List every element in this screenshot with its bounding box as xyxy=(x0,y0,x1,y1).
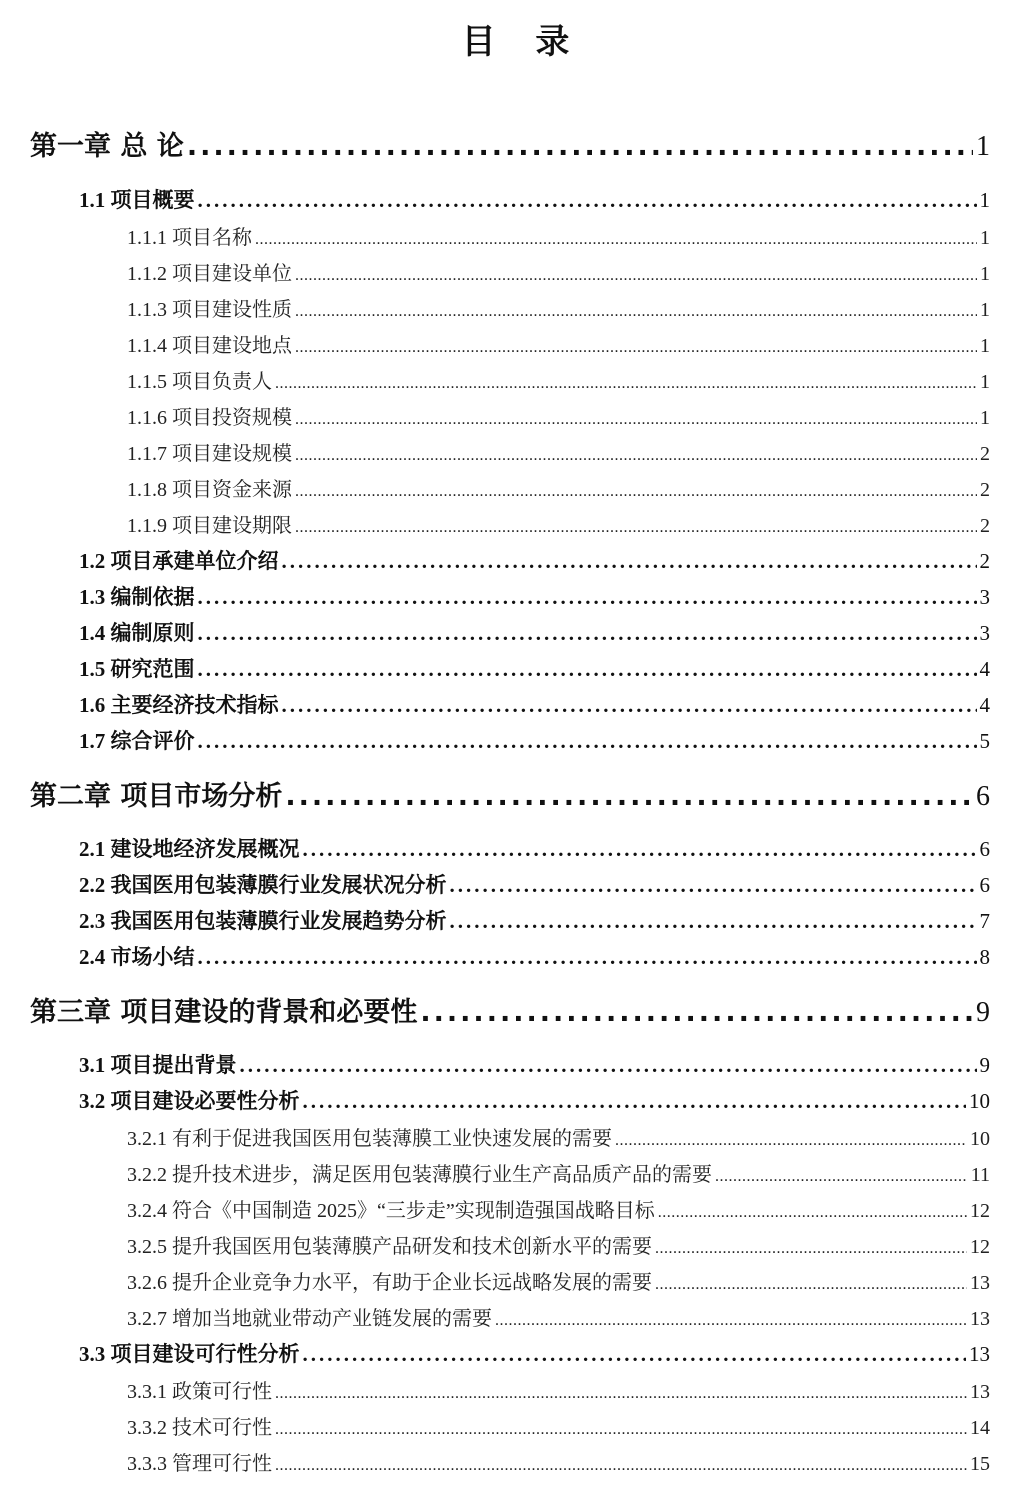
toc-entry-label: 3.2 项目建设必要性分析 xyxy=(79,1089,300,1113)
toc-section[interactable] xyxy=(79,1338,990,1368)
toc-page-number: 15 xyxy=(970,1453,990,1475)
dot-leader xyxy=(295,483,977,501)
toc-section[interactable] xyxy=(79,905,990,935)
toc-entry-label: 3.2.2 提升技术进步，满足医用包装薄膜行业生产高品质产品的需要 xyxy=(127,1164,712,1186)
toc-section[interactable] xyxy=(79,617,990,647)
toc-entry-label: 3.3.3 管理可行性 xyxy=(127,1453,272,1475)
toc-subsection[interactable] xyxy=(127,1194,990,1223)
toc-subsection[interactable] xyxy=(127,1122,990,1151)
toc-entry-label: 1.1.7 项目建设规模 xyxy=(127,443,292,465)
toc-page-number: 1 xyxy=(980,371,990,393)
dot-leader xyxy=(615,1132,967,1150)
toc-subsection[interactable] xyxy=(127,329,990,358)
toc-entry-label: 2.4 市场小结 xyxy=(79,945,195,969)
toc-page-number: 11 xyxy=(970,1164,990,1186)
toc-page-number: 1 xyxy=(976,131,990,162)
toc-page-number: 10 xyxy=(969,1089,990,1113)
toc-entry-label: 3.1 项目提出背景 xyxy=(79,1053,237,1077)
dot-leader xyxy=(295,303,977,321)
dot-leader xyxy=(715,1168,968,1186)
toc-subsection[interactable] xyxy=(127,1411,990,1440)
toc-page-number: 12 xyxy=(970,1236,990,1258)
toc-page-number: 3 xyxy=(979,585,990,609)
toc-entry-label: 第二章 项目市场分析 xyxy=(30,781,283,812)
dot-leader xyxy=(655,1276,967,1294)
toc-page-number: 1 xyxy=(980,227,990,249)
dot-leader xyxy=(295,339,977,357)
toc-section[interactable] xyxy=(79,1085,990,1115)
toc-page-number: 8 xyxy=(979,945,990,969)
dot-leader xyxy=(198,188,977,213)
dot-leader xyxy=(198,585,977,610)
toc-entry-label: 1.1.8 项目资金来源 xyxy=(127,479,292,501)
page-title: 目 录 xyxy=(461,22,584,62)
toc-section[interactable] xyxy=(79,653,990,683)
toc-subsection[interactable] xyxy=(127,401,990,430)
toc-page-number: 5 xyxy=(979,729,990,753)
dot-leader xyxy=(198,657,977,682)
toc-page-number: 1 xyxy=(980,299,990,321)
toc-entry-label: 3.2.6 提升企业竞争力水平，有助于企业长远战略发展的需要 xyxy=(127,1272,652,1294)
toc-entry-label: 1.1.4 项目建设地点 xyxy=(127,335,292,357)
toc-subsection[interactable] xyxy=(127,1230,990,1259)
dot-leader xyxy=(303,1342,967,1367)
toc-entry-label: 1.1 项目概要 xyxy=(79,188,195,212)
toc-subsection[interactable] xyxy=(127,473,990,502)
toc-section[interactable] xyxy=(79,184,990,214)
toc-entry-label: 2.3 我国医用包装薄膜行业发展趋势分析 xyxy=(79,909,447,933)
dot-leader xyxy=(295,519,977,537)
dot-leader xyxy=(285,781,973,812)
toc-entry-label: 1.4 编制原则 xyxy=(79,621,195,645)
toc-entry-label: 3.2.4 符合《中国制造 2025》“三步走”实现制造强国战略目标 xyxy=(127,1200,655,1222)
toc-page-number: 2 xyxy=(980,443,990,465)
toc-subsection[interactable] xyxy=(127,1447,990,1476)
toc-chapter[interactable] xyxy=(30,774,990,813)
dot-leader xyxy=(295,447,977,465)
toc-page-number: 9 xyxy=(976,997,990,1028)
toc-entry-label: 3.2.7 增加当地就业带动产业链发展的需要 xyxy=(127,1308,492,1330)
dot-leader xyxy=(240,1053,977,1078)
toc-page-number: 13 xyxy=(970,1272,990,1294)
dot-leader xyxy=(303,1089,967,1114)
toc-entry-label: 第一章 总 论 xyxy=(30,131,184,162)
dot-leader xyxy=(275,1421,967,1439)
toc-page-number: 13 xyxy=(970,1381,990,1403)
toc-page-number: 7 xyxy=(979,909,990,933)
toc-page-number: 10 xyxy=(970,1128,990,1150)
dot-leader xyxy=(255,231,977,249)
toc-page-number: 6 xyxy=(979,873,990,897)
dot-leader xyxy=(275,1457,967,1475)
toc-page-number: 2 xyxy=(980,515,990,537)
toc-entry-label: 1.1.5 项目负责人 xyxy=(127,371,272,393)
dot-leader xyxy=(450,873,977,898)
toc-entry-label: 1.7 综合评价 xyxy=(79,729,195,753)
toc-subsection[interactable] xyxy=(127,293,990,322)
toc-subsection[interactable] xyxy=(127,509,990,538)
dot-leader xyxy=(187,131,973,162)
toc-section[interactable] xyxy=(79,941,990,971)
toc-page-number: 13 xyxy=(969,1342,990,1366)
toc-subsection[interactable] xyxy=(127,437,990,466)
dot-leader xyxy=(198,945,977,970)
toc-page-number: 6 xyxy=(979,837,990,861)
toc-entry-label: 1.1.2 项目建设单位 xyxy=(127,263,292,285)
toc-page-number: 4 xyxy=(979,693,990,717)
dot-leader xyxy=(655,1240,967,1258)
toc-entry-label: 3.2.1 有利于促进我国医用包装薄膜工业快速发展的需要 xyxy=(127,1128,612,1150)
toc-subsection[interactable] xyxy=(127,1302,990,1331)
dot-leader xyxy=(495,1312,967,1330)
toc-section[interactable] xyxy=(79,689,990,719)
dot-leader xyxy=(450,909,977,934)
toc-page-number: 1 xyxy=(980,335,990,357)
toc-section[interactable] xyxy=(79,545,990,575)
toc-entry-label: 1.1.1 项目名称 xyxy=(127,227,252,249)
toc-page-number: 12 xyxy=(970,1200,990,1222)
toc-subsection[interactable] xyxy=(127,257,990,286)
dot-leader xyxy=(295,267,977,285)
toc-entry-label: 1.3 编制依据 xyxy=(79,585,195,609)
toc-entry-label: 3.2.5 提升我国医用包装薄膜产品研发和技术创新水平的需要 xyxy=(127,1236,652,1258)
toc-entry-label: 1.1.9 项目建设期限 xyxy=(127,515,292,537)
dot-leader xyxy=(303,837,977,862)
dot-leader xyxy=(282,693,977,718)
toc-section[interactable] xyxy=(79,581,990,611)
toc-page-number: 1 xyxy=(980,263,990,285)
toc-subsection[interactable] xyxy=(127,1158,990,1187)
toc-entry-label: 第三章 项目建设的背景和必要性 xyxy=(30,997,418,1028)
toc-subsection[interactable] xyxy=(127,221,990,250)
dot-leader xyxy=(198,621,977,646)
toc-chapter[interactable] xyxy=(30,990,990,1029)
toc-page-number: 13 xyxy=(970,1308,990,1330)
toc-section[interactable] xyxy=(79,869,990,899)
dot-leader xyxy=(420,997,973,1028)
toc-entry-label: 1.1.3 项目建设性质 xyxy=(127,299,292,321)
dot-leader xyxy=(275,375,977,393)
toc-entry-label: 1.6 主要经济技术指标 xyxy=(79,693,279,717)
toc-page-number: 3 xyxy=(979,621,990,645)
toc-page-number: 1 xyxy=(979,188,990,212)
toc-entry-label: 3.3.1 政策可行性 xyxy=(127,1381,272,1403)
dot-leader xyxy=(295,411,977,429)
toc-entry-label: 2.2 我国医用包装薄膜行业发展状况分析 xyxy=(79,873,447,897)
toc-section[interactable] xyxy=(79,833,990,863)
toc-page-number: 6 xyxy=(976,781,990,812)
toc-entry-label: 1.1.6 项目投资规模 xyxy=(127,407,292,429)
toc-page-number: 1 xyxy=(980,407,990,429)
toc-subsection[interactable] xyxy=(127,365,990,394)
toc-entry-label: 3.3 项目建设可行性分析 xyxy=(79,1342,300,1366)
toc-subsection[interactable] xyxy=(127,1375,990,1404)
toc-section[interactable] xyxy=(79,725,990,755)
dot-leader xyxy=(198,729,977,754)
toc-entry-label: 2.1 建设地经济发展概况 xyxy=(79,837,300,861)
toc-entry-label: 1.2 项目承建单位介绍 xyxy=(79,549,279,573)
toc-chapter[interactable] xyxy=(30,124,990,163)
dot-leader xyxy=(658,1204,967,1222)
toc-page-number: 4 xyxy=(979,657,990,681)
toc-entry-label: 1.5 研究范围 xyxy=(79,657,195,681)
toc-page-number: 9 xyxy=(979,1053,990,1077)
dot-leader xyxy=(282,549,977,574)
toc-page-number: 14 xyxy=(970,1417,990,1439)
toc-subsection[interactable] xyxy=(127,1266,990,1295)
toc-page-number: 2 xyxy=(979,549,990,573)
toc-page-number: 2 xyxy=(980,479,990,501)
toc-entry-label: 3.3.2 技术可行性 xyxy=(127,1417,272,1439)
dot-leader xyxy=(275,1385,967,1403)
toc-section[interactable] xyxy=(79,1049,990,1079)
